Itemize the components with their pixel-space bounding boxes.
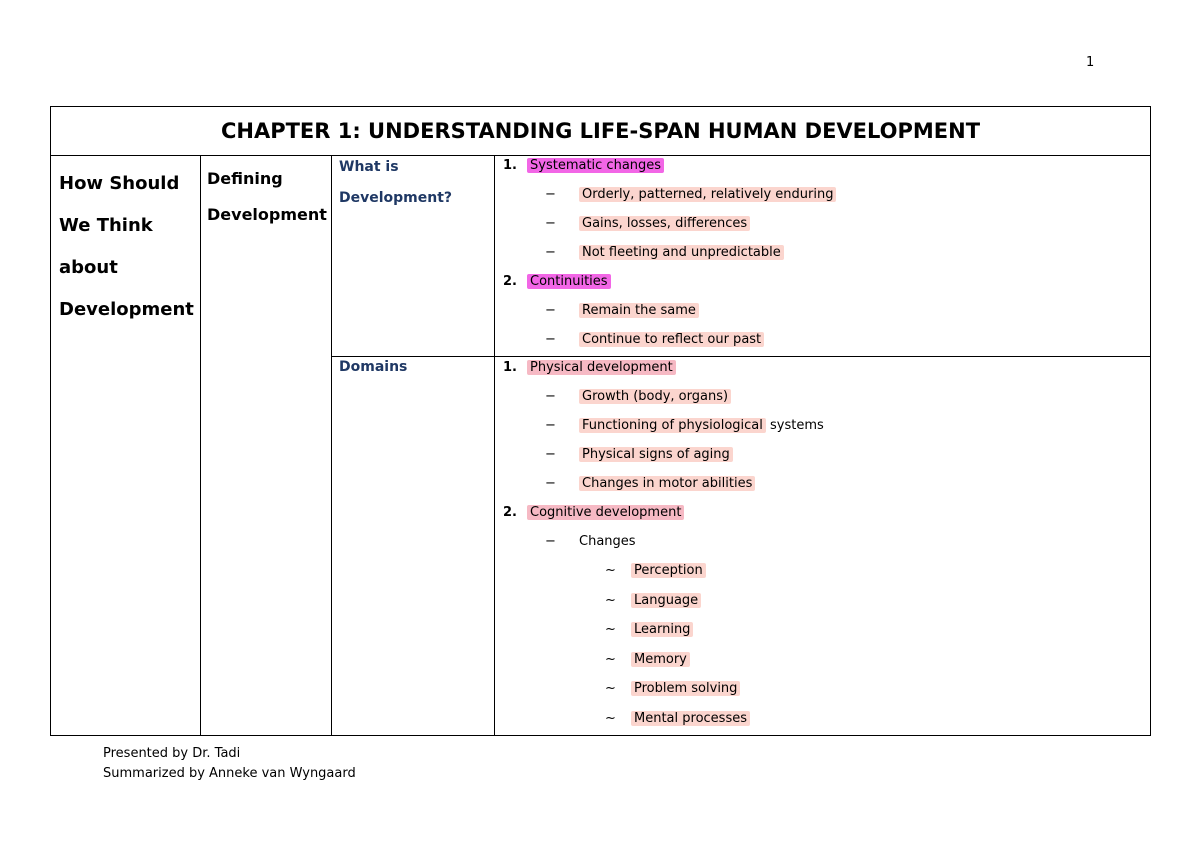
list-subitem [503, 388, 1143, 417]
tilde-bullet: ~ [605, 622, 616, 638]
domains-list [503, 359, 1143, 740]
list-subitem [503, 533, 1143, 562]
definition-list [503, 157, 1143, 360]
dash-bullet: − [545, 389, 556, 404]
list-number: 1. [503, 360, 517, 375]
dash-bullet: − [545, 332, 556, 347]
tilde-bullet: ~ [605, 592, 616, 608]
dash-bullet: − [545, 534, 556, 549]
dash-bullet: − [545, 447, 556, 462]
page-number: 1 [1086, 55, 1095, 70]
list-subsubitem-label: Perception [631, 563, 706, 578]
chapter-title: CHAPTER 1: UNDERSTANDING LIFE-SPAN HUMAN DEVELOPMENT [51, 107, 1150, 156]
list-subitem-label: Changes [579, 534, 636, 549]
dash-bullet: − [545, 303, 556, 318]
list-subsubitem [503, 621, 1143, 651]
topic-domains [339, 352, 489, 383]
list-subitem-label: Physical signs of aging [579, 447, 733, 462]
topic-line: What is [339, 159, 399, 175]
tilde-bullet: ~ [605, 681, 616, 697]
list-subsubitem [503, 562, 1143, 592]
list-item-label: Systematic changes [527, 158, 664, 173]
list-item [503, 273, 1143, 302]
summarizer-line: Summarized by Anneke van Wyngaard [103, 766, 356, 781]
list-subsubitem [503, 710, 1143, 740]
column-divider [494, 155, 495, 735]
column-divider [331, 155, 332, 735]
list-item-label: Cognitive development [527, 505, 684, 520]
list-subitem-label: Gains, losses, differences [579, 216, 750, 231]
list-subitem [503, 244, 1143, 273]
list-number: 2. [503, 505, 517, 520]
list-subitem-label: Remain the same [579, 303, 699, 318]
list-subsubitem-label: Memory [631, 652, 690, 667]
list-subitem [503, 186, 1143, 215]
column-divider [200, 155, 201, 735]
subsection-heading-line: Development [207, 205, 327, 224]
dash-bullet: − [545, 245, 556, 260]
page-footer [103, 744, 356, 784]
summary-table [50, 106, 1151, 736]
list-subitem [503, 475, 1143, 504]
list-subitem-label: Changes in motor abilities [579, 476, 755, 491]
topic-line: Development? [339, 190, 453, 206]
dash-bullet: − [545, 216, 556, 231]
list-subitem [503, 302, 1143, 331]
list-subitem-label: Growth (body, organs) [579, 389, 731, 404]
list-subsubitem [503, 651, 1143, 681]
list-subitem-label: Not fleeting and unpredictable [579, 245, 784, 260]
list-subitem [503, 417, 1143, 446]
list-subsubitem [503, 680, 1143, 710]
section-heading [59, 163, 199, 331]
list-subitem-label: Functioning of physiological [579, 418, 766, 433]
dash-bullet: − [545, 476, 556, 491]
list-item [503, 359, 1143, 388]
topic-line: Domains [339, 359, 408, 375]
list-item [503, 157, 1143, 186]
tilde-bullet: ~ [605, 563, 616, 578]
list-number: 2. [503, 274, 517, 289]
section-heading-line: How Should [59, 173, 180, 194]
subsection-heading [207, 161, 332, 233]
list-subitem-suffix: systems [765, 418, 824, 433]
list-subitem [503, 446, 1143, 475]
list-subsubitem-label: Mental processes [631, 711, 750, 726]
subsection-heading-line: Defining [207, 169, 283, 188]
list-item-label: Physical development [527, 360, 676, 375]
list-item-label: Continuities [527, 274, 611, 289]
section-heading-line: We Think [59, 215, 153, 236]
list-subsubitem [503, 592, 1143, 622]
list-item [503, 504, 1143, 533]
list-number: 1. [503, 158, 517, 173]
list-subsubitem-label: Learning [631, 622, 693, 637]
topic-what-is-development [339, 152, 489, 214]
list-subitem [503, 215, 1143, 244]
section-heading-line: about [59, 257, 118, 278]
tilde-bullet: ~ [605, 651, 616, 667]
tilde-bullet: ~ [605, 710, 616, 726]
list-subsubitem-label: Problem solving [631, 681, 740, 696]
list-subitem [503, 331, 1143, 360]
list-subsubitem-label: Language [631, 593, 701, 608]
presenter-line: Presented by Dr. Tadi [103, 746, 241, 761]
dash-bullet: − [545, 187, 556, 202]
list-subitem-label: Continue to reflect our past [579, 332, 764, 347]
section-heading-line: Development [59, 299, 194, 320]
list-subitem-label: Orderly, patterned, relatively enduring [579, 187, 836, 202]
dash-bullet: − [545, 418, 556, 433]
